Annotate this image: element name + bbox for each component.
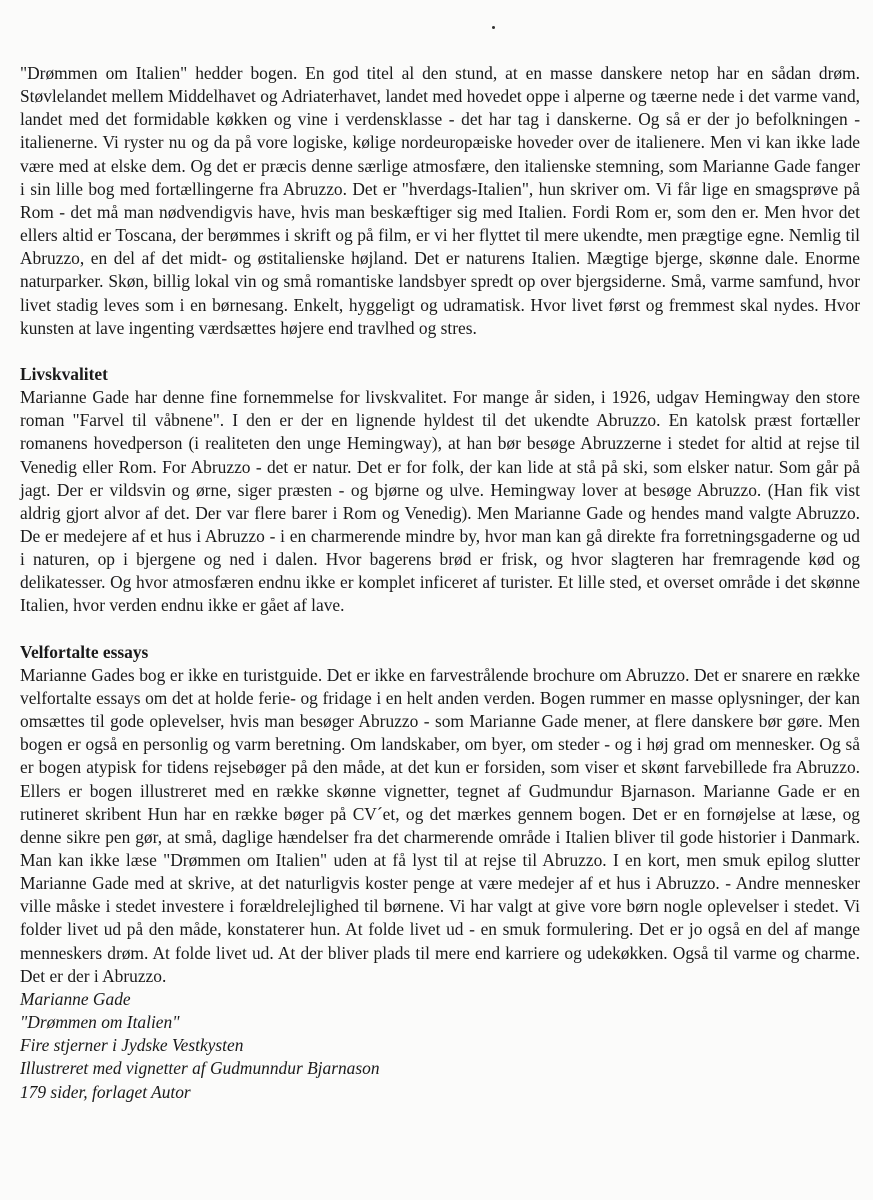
colophon-rating: Fire stjerner i Jydske Vestkysten — [20, 1035, 244, 1056]
intro-paragraph: "Drømmen om Italien" hedder bogen. En god titel al den stund, at en masse danskere netop har en sådan drøm. Støvlelandet mellem Middelhavet og Adriaterhavet, landet med hovedet oppe i alperne og tæerne nede i det varme vand, landet med det formidable køkken og vine i verdensklasse - det har tag i danskerne. Og så er der jo befolkningen - italienerne. Vi ryster nu og da på vore logiske, kølige nordeuropæiske hoveder over de italienere. Men vi kan ikke lade være med at elske dem. Og det er præcis denne særlige atmosfære, den italienske stemning, som Marianne Gade fanger i sin lille bog med fortællingerne fra Abruzzo. Det er "hverdags-Italien", hun skriver om. Vi får lige en smagsprøve på Rom - det må man nødvendigvis have, hvis man beskæftiger sig med Italien. Fordi Rom er, som den er. Men hvor det ellers altid er Toscana, der berømmes i skrift og på film, er vi her flyttet til mere ukendte, men prægtige egne. Nemlig til Abruzzo, en del af det midt- og østitalienske højland. Det er naturens Italien. Mægtige bjerge, skønne dale. Enorme naturparker. Skøn, billig lokal vin og små romantiske landsbyer spredt op over bjergsiderne. Små, varme samfund, hvor livet stadig leves som i en børnesang. Enkelt, hyggeligt og udramatisk. Hvor livet først og fremmest skal nydes. Hvor kunsten at lave ingenting værdsættes højere end travlhed og stres. — [20, 63, 860, 338]
colophon-author: Marianne Gade — [20, 988, 131, 1009]
colophon-illustrations: Illustreret med vignetter af Gudmunndur Bjarnason — [20, 1058, 380, 1079]
scan-speck — [492, 26, 495, 29]
paragraph-gap — [20, 340, 860, 363]
essays-paragraph: Marianne Gades bog er ikke en turistguide. Det er ikke en farvestrålende brochure om Abruzzo. Det er snarere en række velfortalte essays om det at holde ferie- og fridage i en helt anden verden. Bogen rummer en masse oplysninger, der kan omsættes til gode oplevelser, hvis man besøger Abruzzo - som Marianne Gade mener, at flere danskere bør gøre. Men bogen er også en personlig og varm beretning. Om landskaber, om byer, om steder - og i høj grad om mennesker. Og så er bogen atypisk for tidens rejsebøger på den måde, at det kun er forsiden, som viser et skønt farvebillede fra Abruzzo. Ellers er bogen illustreret med en række skønne vignetter, tegnet af Gudmundur Bjarnason. Marianne Gade er en rutineret skribent Hun har en række bøger på CV´et, og det mærkes gennem bogen. Det er en fornøjelse at læse, og denne sikre pen gør, at små, daglige hændelser fra det charmerende område i Italien bliver til gode historier i Danmark. Man kan ikke læse "Drømmen om Italien" uden at få lyst til at rejse til Abruzzo. I en kort, men smuk epilog slutter Marianne Gade med at skrive, at det naturligvis koster penge at være medejer af et hus i Abruzzo. - Andre mennesker ville måske i stedet investere i forældrelejlighed til børnene. Vi har valgt at give vore børn nogle oplevelser i stedet. Vi folder livet ud på den måde, konstaterer hun. At folde livet ud - en smuk formulering. Det er jo også en del af mange menneskers drøm. At folde livet ud. At der bliver plads til mere end karriere og udekøkken. Også til varme og charme. Det er der i Abruzzo. — [20, 664, 860, 986]
colophon-title: "Drømmen om Italien" — [20, 1012, 180, 1033]
section-heading-essays: Velfortalte essays — [20, 641, 149, 662]
review-article — [20, 62, 860, 1104]
section-heading-livskvalitet: Livskvalitet — [20, 363, 108, 384]
livskvalitet-paragraph: Marianne Gade har denne fine fornemmelse for livskvalitet. For mange år siden, i 1926, udgav Hemingway den store roman "Farvel til våbnene". I den er der en lignende hyldest til det ukendte Abruzzo. En katolsk præst fortæller romanens hovedperson (i realiteten den unge Hemingway), at han bør besøge Abruzzerne i stedet for altid at rejse til Venedig eller Rom. For Abruzzo - det er natur. Det er for folk, der kan lide at stå på ski, som elsker natur. Som går på jagt. Der er vildsvin og ørne, siger præsten - og bjørne og ulve. Hemingway lover at besøge Abruzzo. (Han fik vist aldrig gjort alvor af det. Der var flere barer i Rom og Venedig). Men Marianne Gade og hendes mand valgte Abruzzo. De er medejere af et hus i Abruzzo - i en charmerende mindre by, hvor man kan gå direkte fra forretningsgaderne og ud i naturen, op i bjergene og ned i dalen. Hvor bagerens brød er frisk, og hvor slagteren har fremragende kød og delikatesser. Og hvor atmosfæren endnu ikke er komplet inficeret af turister. Et lille sted, et overset område i det skønne Italien, hvor verden endnu ikke er gået af lave. — [20, 387, 860, 616]
colophon-details: 179 sider, forlaget Autor — [20, 1081, 191, 1102]
book-colophon — [20, 988, 860, 1104]
paragraph-gap — [20, 618, 860, 641]
